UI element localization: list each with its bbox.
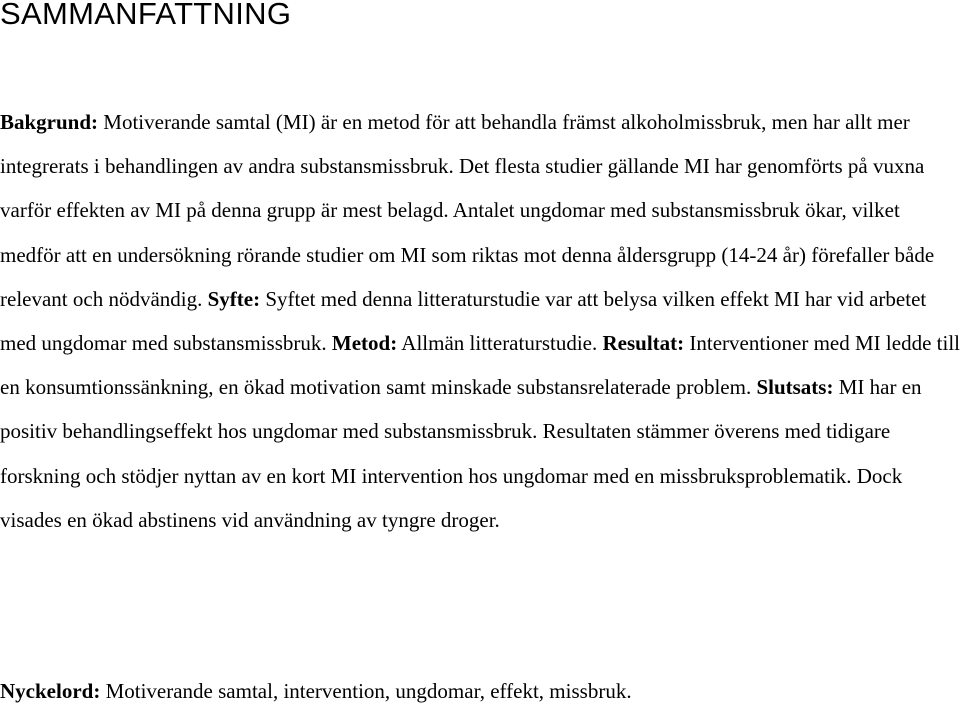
conclusion-text: MI har en positiv behandlingseffekt hos ungdomar med substansmissbruk. Resultaten stämmer överens med tidigare forskning och stödjer nyttan av en kort MI intervention hos ungdomar med en missbruksproblematik. Dock visades en ökad abstinens vid användning av tyngre droger. xyxy=(0,375,922,532)
conclusion-label: Slutsats: xyxy=(756,375,834,400)
background-label: Bakgrund: xyxy=(0,110,99,134)
background-text: Motiverande samtal (MI) är en metod för att behandla främst alkoholmissbruk, men har allt mer integrerats i behandlingen av andra substansmissbruk. Det flesta studier gällande MI har genomförts på vuxna varför effekten av MI på denna grupp är mest belagd. Antalet ungdomar med substansmissbruk ökar, vilket medför att en undersökning rörande studier om MI som riktas mot denna åldersgrupp (14-24 år) förefaller både relevant och nödvändig. xyxy=(0,110,935,311)
method-label: Metod: xyxy=(331,331,398,356)
method-text: Allmän litteraturstudie. xyxy=(397,331,603,356)
abstract-paragraph xyxy=(0,100,960,542)
aim-text: Syftet med denna litteraturstudie var att belysa vilken effekt MI har vid arbetet med ungdomar med substansmissbruk. xyxy=(0,286,927,356)
keywords-text: Motiverande samtal, intervention, ungdomar, effekt, missbruk. xyxy=(100,679,632,703)
keywords-label: Nyckelord: xyxy=(0,679,101,703)
results-text: Interventioner med MI ledde till en konsumtionssänkning, en ökad motivation samt minskade substansrelaterade problem. xyxy=(0,331,960,400)
page-title: SAMMANFATTNING xyxy=(0,0,292,31)
aim-label: Syfte: xyxy=(207,286,261,311)
results-label: Resultat: xyxy=(602,331,685,356)
keywords-paragraph xyxy=(0,669,960,713)
